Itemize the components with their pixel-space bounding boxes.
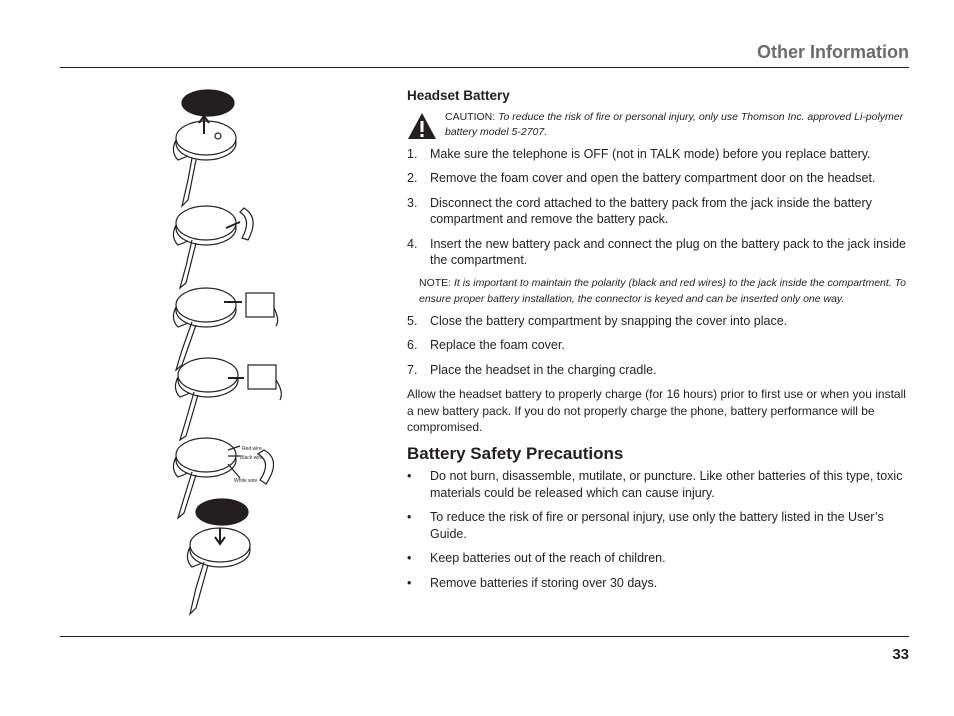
charge-instructions: Allow the headset battery to properly charge (for 16 hours) prior to first use or when you install a new battery pack. If you do not properly charge the phone, battery performance will be compromised. bbox=[407, 387, 906, 434]
step-text: Insert the new battery pack and connect the plug on the battery pack to the jack inside the compartment. bbox=[430, 236, 906, 267]
step-number: 4. bbox=[407, 236, 418, 251]
main-content bbox=[407, 88, 909, 599]
note-label: NOTE: bbox=[419, 276, 452, 289]
safety-list bbox=[407, 468, 909, 591]
compartment-door-drawing bbox=[173, 206, 253, 288]
step-number: 6. bbox=[407, 338, 418, 352]
list-item bbox=[407, 509, 909, 542]
bullet-glyph: • bbox=[407, 575, 412, 590]
bullet-glyph: • bbox=[407, 510, 412, 524]
page-number: 33 bbox=[892, 646, 909, 663]
safety-item-text: Remove batteries if storing over 30 days. bbox=[430, 575, 658, 590]
step-number: 7. bbox=[407, 362, 418, 377]
list-item bbox=[407, 313, 909, 330]
list-item bbox=[407, 575, 909, 592]
list-item bbox=[407, 236, 909, 269]
foam-cover-removal-drawing bbox=[173, 90, 236, 206]
header-rule bbox=[60, 67, 909, 68]
step-number: 5. bbox=[407, 313, 418, 328]
battery-removal-drawing bbox=[173, 288, 277, 370]
polarity-note bbox=[407, 275, 909, 307]
red-wire-label: Red wire bbox=[242, 446, 262, 452]
white-wire-label: White wire bbox=[234, 478, 258, 484]
bullet-glyph: • bbox=[407, 551, 412, 565]
list-item bbox=[407, 146, 909, 163]
battery-replacement-illustration bbox=[168, 88, 298, 618]
list-item bbox=[407, 195, 909, 228]
step-text: Remove the foam cover and open the battery compartment door on the headset. bbox=[430, 171, 876, 185]
list-item bbox=[407, 337, 909, 354]
caution-text bbox=[445, 110, 909, 140]
step-emphasis: OFF bbox=[583, 146, 609, 161]
step-text: Place the headset in the charging cradle. bbox=[430, 362, 657, 377]
list-item bbox=[407, 362, 909, 379]
list-item bbox=[407, 550, 909, 567]
battery-insertion-drawing bbox=[175, 358, 281, 440]
list-item bbox=[407, 468, 909, 501]
step-number: 2. bbox=[407, 171, 418, 185]
step-number: 1. bbox=[407, 146, 418, 161]
caution-block bbox=[407, 110, 909, 140]
battery-safety-heading: Battery Safety Precautions bbox=[407, 443, 624, 463]
headset-battery-heading: Headset Battery bbox=[407, 88, 510, 103]
footer-rule bbox=[60, 636, 909, 637]
step-number: 3. bbox=[407, 195, 418, 210]
step-text: (not in TALK mode) before you replace battery. bbox=[608, 146, 871, 161]
foam-cover-replacement-drawing bbox=[187, 499, 250, 614]
safety-item-text: Do not burn, disassemble, mutilate, or puncture. Like other batteries of this type, toxic materials could be released which can cause injury. bbox=[430, 469, 903, 500]
note-text: It is important to maintain the polarity (black and red wires) to the jack inside the compartment. To ensure proper battery installation, the connector is keyed and can be inserted only one way. bbox=[419, 276, 906, 305]
bullet-glyph: • bbox=[407, 469, 412, 483]
caution-label: CAUTION: bbox=[445, 110, 496, 123]
step-text: Close the battery compartment by snapping the cover into place. bbox=[430, 313, 788, 328]
black-wire-label: Black wire bbox=[240, 455, 263, 461]
warning-icon bbox=[407, 112, 437, 140]
safety-item-text: Keep batteries out of the reach of children. bbox=[430, 551, 666, 565]
safety-item-text: To reduce the risk of fire or personal injury, use only the battery listed in the User’s Guide. bbox=[430, 510, 884, 541]
replacement-steps bbox=[407, 146, 909, 269]
step-text: Make sure the telephone is bbox=[430, 146, 584, 161]
replacement-steps-continued bbox=[407, 313, 909, 379]
list-item bbox=[407, 170, 909, 187]
step-text: Replace the foam cover. bbox=[430, 338, 565, 352]
step-text: Disconnect the cord attached to the battery pack from the jack inside the battery compartment and remove the battery pack. bbox=[430, 195, 872, 226]
section-title: Other Information bbox=[757, 42, 909, 62]
caution-message: To reduce the risk of fire or personal injury, only use Thomson Inc. approved Li-polymer battery model 5-2707. bbox=[445, 110, 904, 138]
